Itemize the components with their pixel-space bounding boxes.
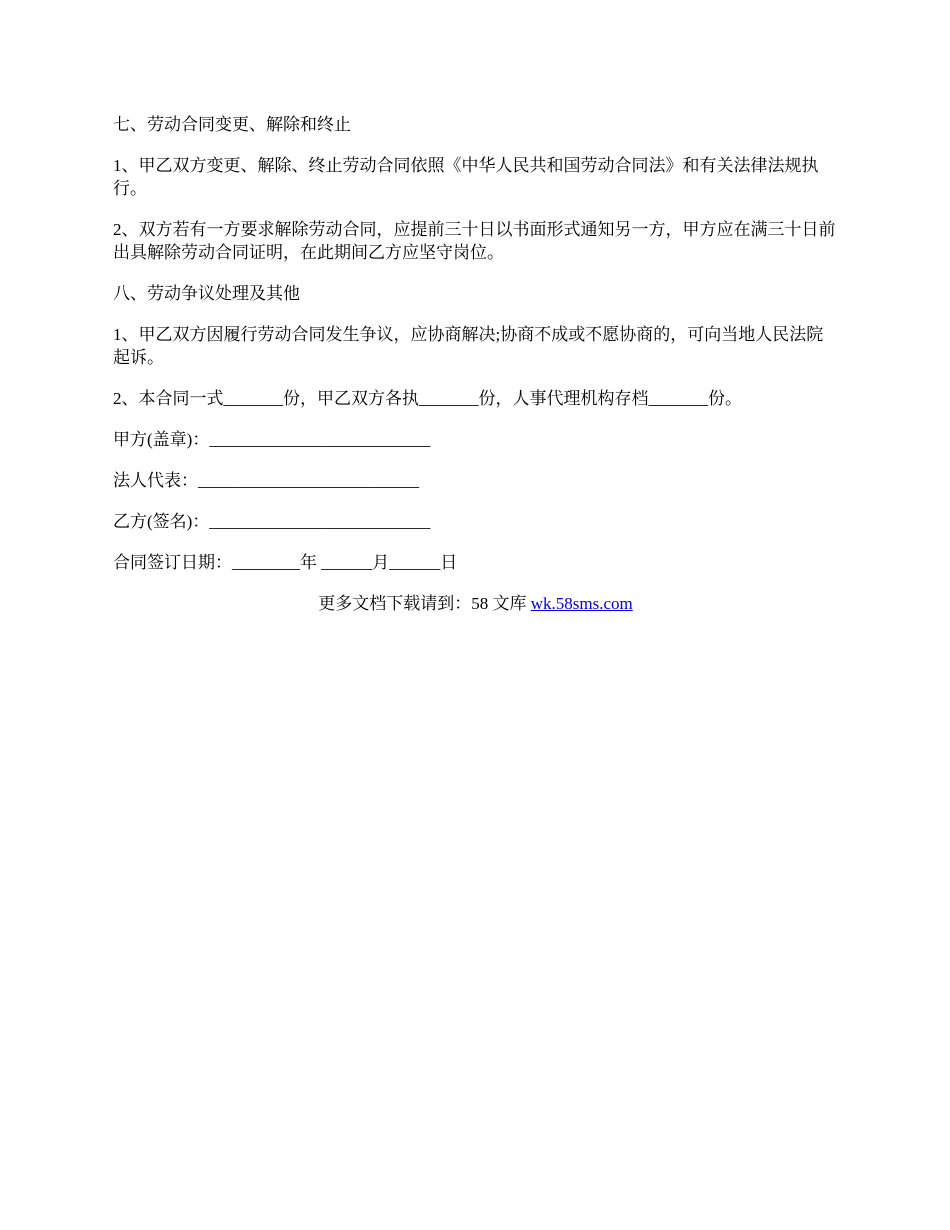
- party-a-seal-line: 甲方(盖章)：__________________________: [113, 430, 431, 449]
- section-heading-eight: 八、劳动争议处理及其他: [113, 284, 300, 303]
- footer-prefix: 更多文档下载请到：58 文库: [318, 594, 531, 613]
- party-b-signature-line: 乙方(签名)：__________________________: [113, 512, 431, 531]
- clause-7-1: 1、甲乙双方变更、解除、终止劳动合同依照《中华人民共和国劳动合同法》和有关法律法规执行。: [113, 156, 819, 198]
- document-page: [113, 113, 838, 615]
- clause-7-2: 2、双方若有一方要求解除劳动合同，应提前三十日以书面形式通知另一方，甲方应在满三十日前出具解除劳动合同证明，在此期间乙方应坚守岗位。: [113, 220, 836, 262]
- clause-8-1: 1、甲乙双方因履行劳动合同发生争议，应协商解决;协商不成或不愿协商的，可向当地人民法院起诉。: [113, 325, 824, 367]
- contract-date-line: 合同签订日期：________年 ______月______日: [113, 553, 458, 572]
- footer-link[interactable]: wk.58sms.com: [530, 594, 633, 613]
- download-footer: [113, 592, 838, 615]
- clause-8-2: 2、本合同一式_______份，甲乙双方各执_______份，人事代理机构存档_______份。: [113, 389, 742, 408]
- legal-representative-line: 法人代表：__________________________: [113, 471, 419, 490]
- section-heading-seven: 七、劳动合同变更、解除和终止: [113, 115, 351, 134]
